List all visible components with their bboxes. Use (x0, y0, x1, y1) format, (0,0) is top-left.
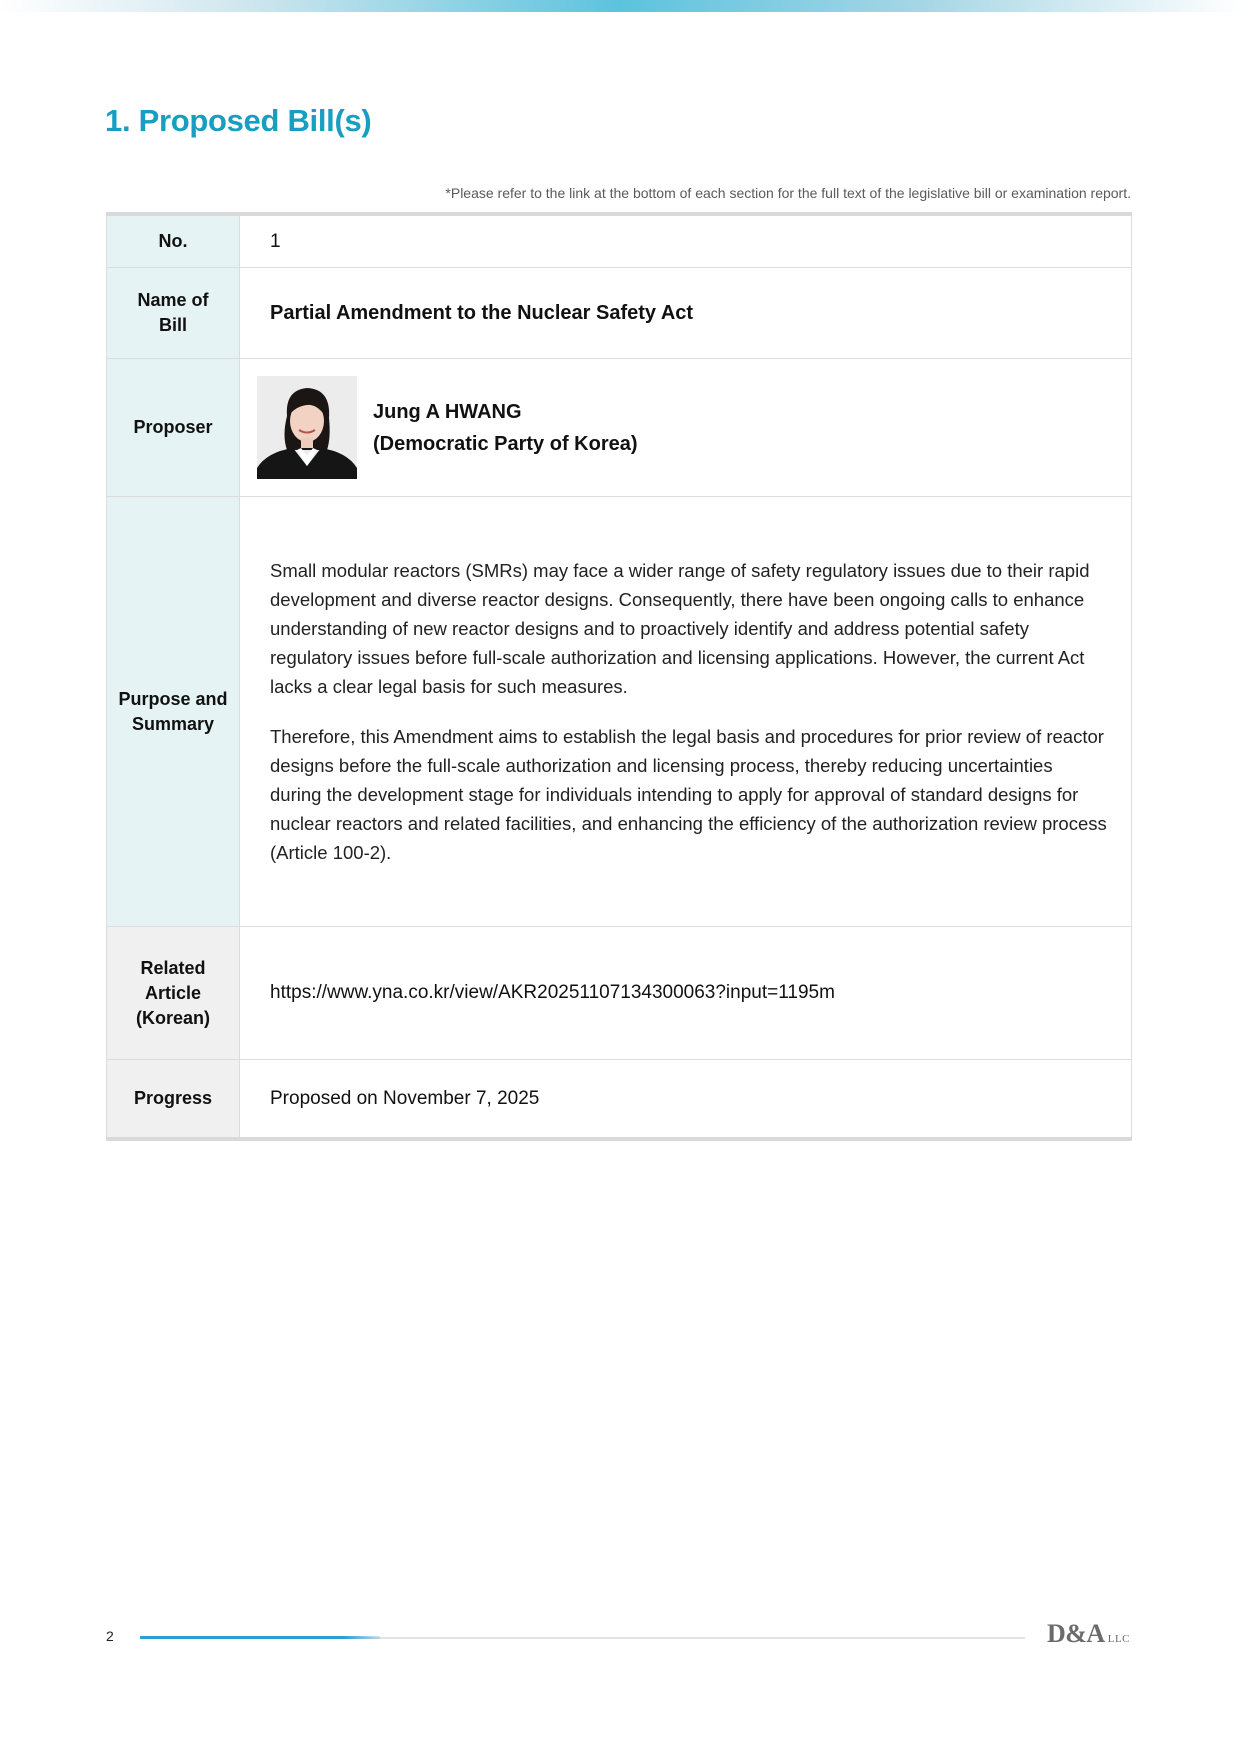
proposer-portrait-photo (257, 376, 357, 479)
label-related-article: Related Article (Korean) (107, 927, 240, 1060)
label-progress: Progress (107, 1060, 240, 1140)
table-row-progress (107, 1060, 1132, 1140)
table-row-purpose (107, 497, 1132, 927)
page-number: 2 (106, 1628, 114, 1644)
value-bill-name: Partial Amendment to the Nuclear Safety Act (240, 268, 1132, 359)
table-row-name (107, 268, 1132, 359)
footer-progress-accent (140, 1636, 380, 1639)
section-title: 1. Proposed Bill(s) (105, 103, 372, 138)
label-name-of-bill: Name of Bill (107, 268, 240, 359)
table-row-proposer (107, 359, 1132, 497)
reference-note: *Please refer to the link at the bottom of each section for the full text of the legislative bill or examination report. (445, 185, 1131, 201)
related-article-link[interactable]: https://www.yna.co.kr/view/AKR20251107134300063?input=1195m (240, 927, 1132, 1060)
value-no: 1 (240, 214, 1132, 268)
purpose-paragraph-1: Small modular reactors (SMRs) may face a wider range of safety regulatory issues due to their rapid development and diverse reactor designs. Consequently, there have been ongoing calls to enhance understanding of new reactor designs and to proactively identify and address potential safety regulatory issues before full-scale authorization and licensing applications. However, the current Act lacks a clear legal basis for such measures. (270, 560, 1090, 697)
bill-table (106, 212, 1132, 1141)
company-logo: D&A LLC (1047, 1619, 1130, 1648)
label-purpose-summary: Purpose and Summary (107, 497, 240, 927)
label-proposer: Proposer (107, 359, 240, 497)
top-gradient-bar (0, 0, 1241, 12)
table-row-related-article (107, 927, 1132, 1060)
table-row-no (107, 214, 1132, 268)
proposer-name: Jung A HWANG (373, 400, 522, 423)
proposer-party: (Democratic Party of Korea) (373, 432, 638, 455)
value-purpose-summary (240, 497, 1132, 927)
purpose-paragraph-2: Therefore, this Amendment aims to establish the legal basis and procedures for prior review of reactor designs before the full-scale authorization and licensing process, thereby reducing uncertainties during the development stage for individuals intending to apply for approval of standard designs for nuclear reactors and related facilities, and enhancing the efficiency of the authorization review process (Article 100-2). (270, 726, 1107, 863)
value-proposer (240, 359, 1132, 497)
value-progress: Proposed on November 7, 2025 (240, 1060, 1132, 1140)
label-no: No. (107, 214, 240, 268)
